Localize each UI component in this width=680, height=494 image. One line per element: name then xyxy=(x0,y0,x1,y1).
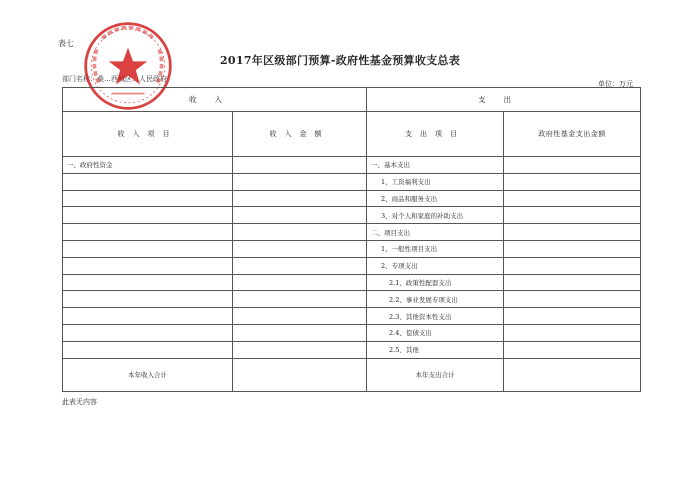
table-row xyxy=(63,173,641,190)
income-amount-cell xyxy=(233,190,367,207)
table-section-header-row xyxy=(63,88,641,112)
income-item-cell xyxy=(63,274,233,291)
income-item-cell xyxy=(63,240,233,257)
income-item-cell xyxy=(63,291,233,308)
expense-amount-cell xyxy=(504,274,641,291)
income-item-cell xyxy=(63,257,233,274)
expense-amount-cell xyxy=(504,257,641,274)
expense-amount-cell xyxy=(504,341,641,358)
income-total-cell xyxy=(233,358,367,391)
income-item-cell xyxy=(63,324,233,341)
income-amount-cell xyxy=(233,157,367,174)
table-row xyxy=(63,324,641,341)
table-column-header-row xyxy=(63,112,641,157)
expense-amount-cell xyxy=(504,308,641,325)
income-section-header: 收入 xyxy=(63,88,367,112)
footer-note: 此表无内容 xyxy=(62,398,97,406)
expense-amount-cell xyxy=(504,190,641,207)
income-amount-cell xyxy=(233,324,367,341)
income-amount-header: 收入金额 xyxy=(233,112,367,157)
expense-item-header: 支出项目 xyxy=(367,112,504,157)
income-item-cell: 一、政府性资金 xyxy=(63,157,233,174)
table-row xyxy=(63,240,641,257)
star-icon xyxy=(109,48,148,85)
expense-amount-cell xyxy=(504,291,641,308)
expense-item-cell: 一、基本支出 xyxy=(367,157,504,174)
expense-amount-cell xyxy=(504,324,641,341)
expense-amount-cell xyxy=(504,240,641,257)
income-item-cell xyxy=(63,207,233,224)
income-amount-cell xyxy=(233,224,367,241)
expense-total-cell xyxy=(504,358,641,391)
income-total-label: 本年收入合计 xyxy=(63,358,233,391)
expense-amount-cell xyxy=(504,207,641,224)
table-row xyxy=(63,274,641,291)
table-row xyxy=(63,291,641,308)
expense-item-cell: 2、商品和服务支出 xyxy=(367,190,504,207)
expense-item-cell: 3、对个人和家庭的补助支出 xyxy=(367,207,504,224)
table-row xyxy=(63,308,641,325)
income-item-cell xyxy=(63,224,233,241)
income-item-cell xyxy=(63,190,233,207)
expense-item-cell: 2.5、其他 xyxy=(367,341,504,358)
expense-item-cell: 1、工资福利支出 xyxy=(367,173,504,190)
table-row xyxy=(63,257,641,274)
table-row xyxy=(63,224,641,241)
expense-item-cell: 2.3、其他资本性支出 xyxy=(367,308,504,325)
expense-item-cell: 2.2、事业发展专项支出 xyxy=(367,291,504,308)
income-item-cell xyxy=(63,341,233,358)
income-item-cell xyxy=(63,173,233,190)
department-name: 部门名称：桑…西城区…人民政府 xyxy=(62,75,167,83)
expense-item-cell: 2.4、偿债支出 xyxy=(367,324,504,341)
expense-section-header: 支出 xyxy=(367,88,641,112)
table-row xyxy=(63,341,641,358)
expense-amount-header: 政府性基金支出金额 xyxy=(504,112,641,157)
income-amount-cell xyxy=(233,173,367,190)
expense-item-cell: 2.1、政策性配套支出 xyxy=(367,274,504,291)
table-row xyxy=(63,157,641,174)
fund-budget-table xyxy=(62,87,641,392)
income-amount-cell xyxy=(233,308,367,325)
table-total-row xyxy=(63,358,641,391)
table-row xyxy=(63,190,641,207)
expense-item-cell: 1、一般性项目支出 xyxy=(367,240,504,257)
income-amount-cell xyxy=(233,291,367,308)
income-amount-cell xyxy=(233,207,367,224)
income-item-header: 收入项目 xyxy=(63,112,233,157)
page-tag: 表七 xyxy=(58,39,74,48)
income-amount-cell xyxy=(233,257,367,274)
income-amount-cell xyxy=(233,341,367,358)
income-amount-cell xyxy=(233,240,367,257)
expense-amount-cell xyxy=(504,157,641,174)
expense-total-label: 本年支出合计 xyxy=(367,358,504,391)
page-title: 2017年区级部门预算-政府性基金预算收支总表 xyxy=(219,54,461,67)
expense-amount-cell xyxy=(504,224,641,241)
income-amount-cell xyxy=(233,274,367,291)
income-item-cell xyxy=(63,308,233,325)
expense-item-cell: 二、项目支出 xyxy=(367,224,504,241)
expense-item-cell: 2、专项支出 xyxy=(367,257,504,274)
table-row xyxy=(63,207,641,224)
unit-label: 单位：万元 xyxy=(598,80,633,88)
expense-amount-cell xyxy=(504,173,641,190)
